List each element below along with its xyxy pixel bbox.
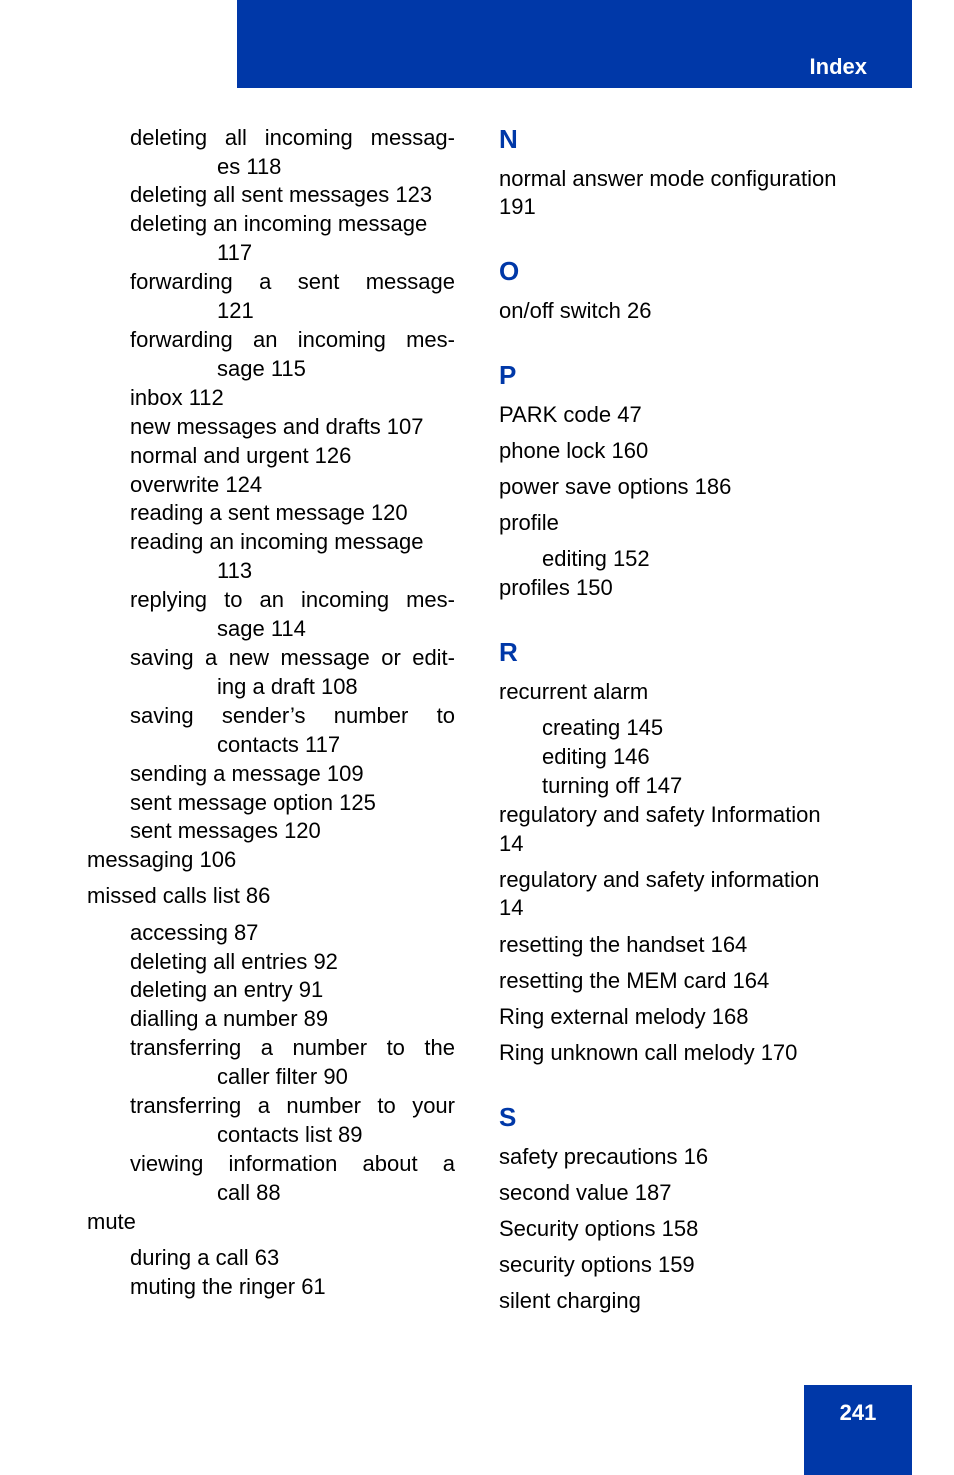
index-entry: muting the ringer 61 bbox=[130, 1274, 326, 1299]
index-entry: mute bbox=[87, 1209, 136, 1234]
header-title: Index bbox=[809, 54, 867, 79]
index-entry: during a call 63 bbox=[130, 1245, 280, 1270]
index-entry: creating 145 bbox=[542, 715, 664, 740]
index-entry: sage 114 bbox=[217, 616, 306, 641]
page-number-box bbox=[804, 1385, 912, 1475]
index-entry: viewing information about a bbox=[130, 1151, 455, 1176]
index-entry: contacts 117 bbox=[217, 732, 341, 757]
index-entry: ing a draft 108 bbox=[217, 674, 358, 699]
index-entry: 121 bbox=[217, 298, 254, 323]
page-number: 241 bbox=[839, 1400, 877, 1425]
index-entry: deleting all entries 92 bbox=[130, 949, 338, 974]
index-entry: editing 146 bbox=[542, 744, 650, 769]
index-entry: safety precautions 16 bbox=[499, 1144, 709, 1169]
index-entry: sage 115 bbox=[217, 356, 306, 381]
section-heading-p: P bbox=[499, 360, 517, 390]
index-entry: recurrent alarm bbox=[499, 679, 649, 704]
index-entry: deleting an incoming message bbox=[130, 211, 428, 236]
index-entry: 14 bbox=[499, 831, 524, 856]
index-entry: inbox 112 bbox=[130, 385, 224, 410]
index-entry: contacts list 89 bbox=[217, 1122, 363, 1147]
index-entry: new messages and drafts 107 bbox=[130, 414, 424, 439]
index-entry: 117 bbox=[217, 240, 253, 265]
index-entry: normal and urgent 126 bbox=[130, 443, 352, 468]
index-entry: Ring external melody 168 bbox=[499, 1004, 749, 1029]
index-entry: resetting the MEM card 164 bbox=[499, 968, 770, 993]
index-entry: sent message option 125 bbox=[130, 790, 376, 815]
index-entry: normal answer mode configuration bbox=[499, 166, 837, 191]
index-entry: 113 bbox=[217, 558, 253, 583]
section-heading-n: N bbox=[499, 124, 518, 154]
index-entry: forwarding a sent message bbox=[130, 269, 455, 294]
index-entry: profiles 150 bbox=[499, 575, 613, 600]
index-entry: overwrite 124 bbox=[130, 472, 263, 497]
index-entry: missed calls list 86 bbox=[87, 883, 271, 908]
index-entry: caller filter 90 bbox=[217, 1064, 348, 1089]
index-entry: saving a new message or edit- bbox=[130, 645, 455, 670]
index-entry: reading a sent message 120 bbox=[130, 500, 408, 525]
index-entry: transferring a number to the bbox=[130, 1035, 455, 1060]
index-entry: transferring a number to your bbox=[130, 1093, 455, 1118]
index-entry: profile bbox=[499, 510, 559, 535]
index-entry: power save options 186 bbox=[499, 474, 732, 499]
index-entry: dialling a number 89 bbox=[130, 1006, 329, 1031]
index-entry: resetting the handset 164 bbox=[499, 932, 748, 957]
index-entry: on/off switch 26 bbox=[499, 298, 652, 323]
index-entry: Security options 158 bbox=[499, 1216, 699, 1241]
index-entry: replying to an incoming mes- bbox=[130, 587, 455, 612]
index-entry: second value 187 bbox=[499, 1180, 672, 1205]
index-entry: deleting an entry 91 bbox=[130, 977, 324, 1002]
index-entry: editing 152 bbox=[542, 546, 650, 571]
index-entry: deleting all incoming messag- bbox=[130, 125, 455, 150]
index-entry: saving sender’s number to bbox=[130, 703, 455, 728]
index-entry: deleting all sent messages 123 bbox=[130, 182, 433, 207]
index-entry: silent charging bbox=[499, 1288, 641, 1313]
index-entry: reading an incoming message bbox=[130, 529, 424, 554]
header-bar bbox=[237, 0, 912, 88]
section-heading-s: S bbox=[499, 1102, 517, 1132]
index-entry: PARK code 47 bbox=[499, 402, 642, 427]
index-entry: sent messages 120 bbox=[130, 818, 321, 843]
index-entry: es 118 bbox=[217, 154, 282, 179]
index-entry: security options 159 bbox=[499, 1252, 695, 1277]
index-entry: turning off 147 bbox=[542, 773, 683, 798]
index-entry: forwarding an incoming mes- bbox=[130, 327, 455, 352]
index-entry: phone lock 160 bbox=[499, 438, 649, 463]
index-entry: 191 bbox=[499, 194, 536, 219]
index-entry: regulatory and safety Information bbox=[499, 802, 821, 827]
index-entry: accessing 87 bbox=[130, 920, 259, 945]
section-heading-o: O bbox=[499, 256, 520, 286]
index-entry: Ring unknown call melody 170 bbox=[499, 1040, 798, 1065]
index-entry: call 88 bbox=[217, 1180, 281, 1205]
index-entry: messaging 106 bbox=[87, 847, 237, 872]
index-entry: 14 bbox=[499, 895, 524, 920]
index-entry: regulatory and safety information bbox=[499, 867, 820, 892]
index-entry: sending a message 109 bbox=[130, 761, 364, 786]
section-heading-r: R bbox=[499, 637, 518, 667]
